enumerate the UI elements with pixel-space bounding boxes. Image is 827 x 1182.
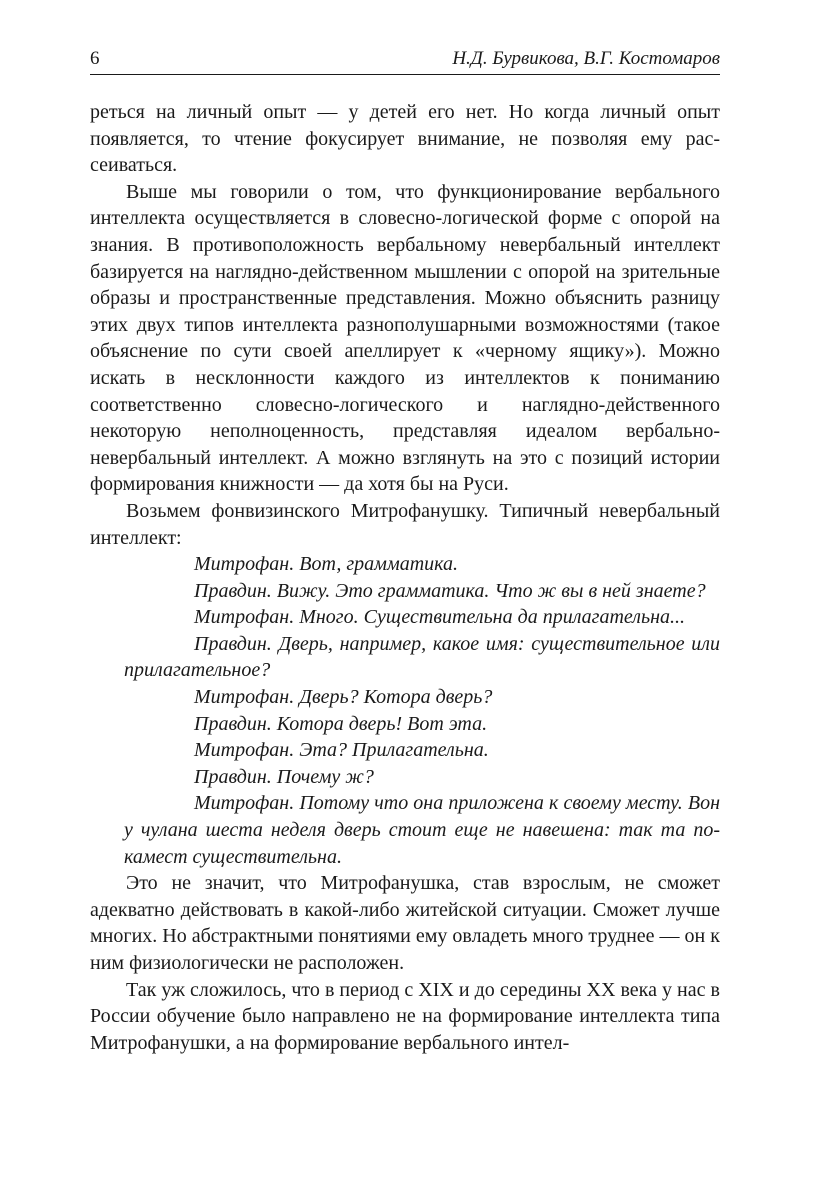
dialogue-line: Митрофан. Вот, грамматика. bbox=[194, 553, 459, 576]
running-title: Н.Д. Бурвикова, В.Г. Костомаров bbox=[452, 48, 720, 69]
book-page bbox=[90, 46, 720, 1056]
running-head bbox=[90, 46, 720, 75]
dialogue-line: Правдин. Котора дверь! Вот эта. bbox=[194, 712, 488, 735]
dialogue-line: Правдин. Вижу. Это грамматика. Что ж вы в ней знаете? bbox=[194, 579, 706, 602]
paragraph-3: Возьмем фонвизинского Митрофанушку. Типичный невербальный интеллект: bbox=[90, 499, 720, 549]
dialogue-line: Правдин. Почему ж? bbox=[194, 765, 374, 788]
dialogue-line: Правдин. Дверь, например, какое имя: существительное или прилагательное? bbox=[124, 632, 720, 682]
paragraph-1: реться на личный опыт — у детей его нет. Но когда личный опыт появляется, то чтение фокусирует внимание, не позволяя ему рассеиваться. bbox=[90, 101, 720, 177]
dialogue-quote bbox=[90, 551, 720, 870]
dialogue-line: Митрофан. Много. Существительна да прилагательна... bbox=[194, 606, 686, 629]
dialogue-line: Митрофан. Дверь? Котора дверь? bbox=[194, 686, 493, 709]
paragraph-4: Это не значит, что Митрофанушка, став взрослым, не сможет адекватно действовать в какой-либо житейской ситуации. Сможет лучше многих. Но абстрактными понятиями ему овладеть много труднее — он к ним физиологически не расположен. bbox=[90, 872, 720, 974]
paragraph-2: Выше мы говорили о том, что функционирование вербального интеллекта осуществляется в словесно-логической форме с опорой на знания. В противоположность вербальному невербальный интеллект базируется на наглядно-действенном мышлении с опорой на зрительные образы и пространственные представления. Можно объяснить разницу этих двух типов интеллекта разнополушарными возможностями (такое объяснение по сути своей апеллирует к «черному ящику»). Можно искать в несклонности каждого из интеллектов к пониманию соответственно словесно-логического и наглядно-действенного некоторую неполноценность, представляя идеалом вербально-невербальный интеллект. А можно взглянуть на это с позиций истории формирования книжности — да хотя бы на Руси. bbox=[90, 180, 720, 496]
dialogue-line: Митрофан. Эта? Прилагательна. bbox=[194, 739, 489, 762]
dialogue-line: Митрофан. Потому что она приложена к своему месту. Вон у чулана шеста неделя дверь стоит еще не навешена: так та покамест существительна. bbox=[124, 792, 720, 868]
paragraph-5: Так уж сложилось, что в период с XIX и до середины XX века у нас в России обучение было направлено не на формирование интеллекта типа Митрофанушки, а на формирование вербального интел- bbox=[90, 978, 720, 1054]
body-text bbox=[90, 99, 720, 1056]
page-number: 6 bbox=[90, 48, 100, 69]
